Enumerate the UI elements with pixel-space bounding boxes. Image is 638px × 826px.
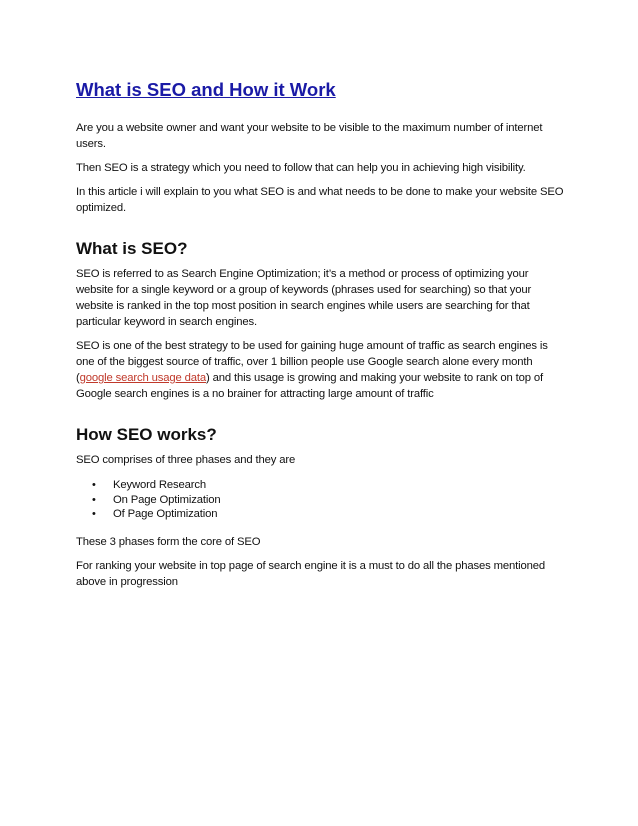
list-item [76, 493, 566, 508]
what-is-seo-paragraph-2 [76, 338, 566, 402]
phases-list [76, 478, 566, 522]
intro-paragraph-3: In this article i will explain to you what SEO is and what needs to be done to make your website SEO optimized. [76, 186, 564, 214]
list-item-label: Keyword Research [113, 479, 207, 491]
list-item-label: Of Page Optimization [113, 508, 218, 520]
list-item [76, 507, 566, 522]
bullet-icon: • [92, 479, 96, 491]
article-title: What is SEO and How it Work [76, 79, 336, 100]
paragraph-text-after-link: ) and this usage is growing and making your website to rank on top of Google search engines is a no brainer for attracting large amount of traffic [76, 372, 543, 400]
phases-core-paragraph: These 3 phases form the core of SEO [76, 535, 261, 548]
paragraph-text-before-link: SEO is one of the best strategy to be used for gaining huge amount of traffic as search engines is one of the biggest source of traffic, over 1 billion people use Google search alone every month ( [76, 340, 548, 384]
document-page [76, 78, 566, 598]
what-is-seo-paragraph-1: SEO is referred to as Search Engine Optimization; it’s a method or process of optimizing your website for a single keyword or a group of keywords (phrases used for searching) so that your website is ranked in the top most position in search engines while users are searching for that particular keyword in search engines. [76, 268, 532, 328]
google-search-usage-link[interactable]: google search usage data [79, 372, 207, 384]
list-item [76, 478, 566, 493]
bullet-icon: • [92, 493, 96, 506]
section-heading-how-seo-works: How SEO works? [76, 425, 217, 444]
ranking-paragraph: For ranking your website in top page of search engine it is a must to do all the phases mentioned above in progression [76, 559, 545, 588]
intro-paragraph-2: Then SEO is a strategy which you need to follow that can help you in achieving high visibility. [76, 162, 526, 174]
intro-paragraph-1: Are you a website owner and want your website to be visible to the maximum number of internet users. [76, 122, 543, 150]
how-seo-works-intro: SEO comprises of three phases and they are [76, 454, 296, 466]
section-heading-what-is-seo: What is SEO? [76, 239, 188, 258]
bullet-icon: • [92, 508, 96, 520]
list-item-label: On Page Optimization [113, 493, 221, 506]
